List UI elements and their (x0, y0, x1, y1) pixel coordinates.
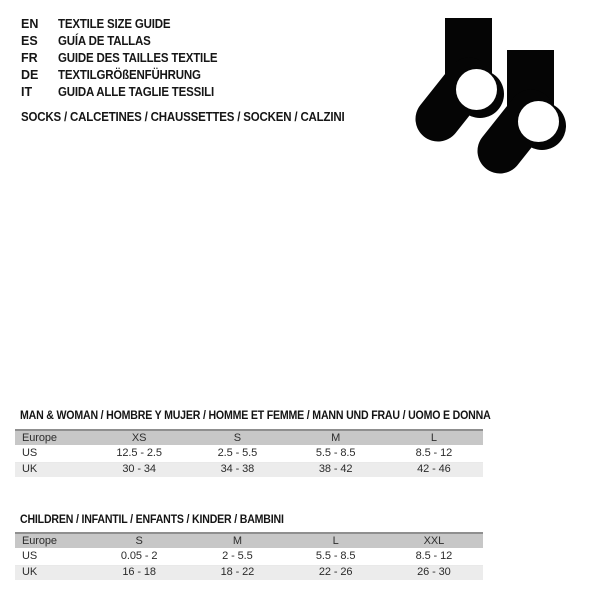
table-title-children (20, 514, 307, 526)
table-row-us (15, 445, 483, 462)
column-header-size: S (233, 431, 241, 444)
column-header-size: L (332, 534, 339, 547)
language-label: GUIDA ALLE TAGLIE TESSILI (58, 84, 214, 99)
region-label: US (22, 446, 38, 459)
language-row-fr (21, 50, 231, 67)
category-title (21, 110, 373, 124)
language-row-es (21, 33, 231, 50)
language-code: IT (21, 84, 33, 99)
table-row-us (15, 548, 483, 565)
table-header-row (15, 430, 483, 445)
table-header-row (15, 533, 483, 548)
size-cell: 0.05 - 2 (120, 549, 158, 562)
language-label: TEXTILE SIZE GUIDE (58, 17, 171, 32)
language-row-de (21, 66, 231, 83)
language-label: TEXTILGRÖßENFÜHRUNG (58, 67, 201, 82)
language-label: GUÍA DE TALLAS (58, 34, 151, 49)
language-code: ES (21, 34, 38, 49)
region-label: UK (22, 463, 38, 476)
size-cell: 8.5 - 12 (415, 446, 453, 459)
table-title-man-woman (20, 410, 531, 422)
language-code: DE (21, 67, 39, 82)
size-cell: 42 - 46 (417, 463, 451, 476)
column-header-size: M (232, 534, 242, 547)
language-label: GUIDE DES TAILLES TEXTILE (58, 50, 218, 65)
language-code: FR (21, 50, 38, 65)
language-list (21, 16, 231, 100)
region-label: US (22, 549, 38, 562)
size-cell: 2.5 - 5.5 (217, 446, 258, 459)
column-header-region: Europe (22, 431, 57, 444)
column-header-size: M (331, 431, 341, 444)
region-label: UK (22, 566, 38, 579)
language-row-en (21, 16, 231, 33)
socks-icon (400, 5, 580, 180)
column-header-size: L (430, 431, 437, 444)
size-cell: 26 - 30 (417, 566, 451, 579)
table-title-text: CHILDREN / INFANTIL / ENFANTS / KINDER / BAMBINI (20, 514, 284, 526)
size-cell: 34 - 38 (220, 463, 255, 476)
size-cell: 38 - 42 (318, 463, 353, 476)
table-row-uk (15, 462, 483, 477)
size-cell: 8.5 - 12 (415, 549, 453, 562)
table-title-text: MAN & WOMAN / HOMBRE Y MUJER / HOMME ET FEMME / MANN UND FRAU / UOMO E DONNA (20, 410, 491, 422)
size-table-children (15, 532, 483, 580)
column-header-region: Europe (22, 534, 57, 547)
language-code: EN (21, 17, 39, 32)
size-cell: 22 - 26 (318, 566, 353, 579)
category-title-text: SOCKS / CALCETINES / CHAUSSETTES / SOCKEN / CALZINI (21, 110, 345, 124)
size-cell: 5.5 - 8.5 (315, 446, 356, 459)
size-table-man-woman (15, 429, 483, 477)
size-cell: 30 - 34 (122, 463, 156, 476)
size-cell: 12.5 - 2.5 (116, 446, 162, 459)
column-header-size: S (135, 534, 143, 547)
size-cell: 2 - 5.5 (222, 549, 253, 562)
size-cell: 18 - 22 (220, 566, 255, 579)
column-header-size: XXL (423, 534, 445, 547)
size-cell: 5.5 - 8.5 (315, 549, 356, 562)
language-row-it (21, 83, 231, 100)
column-header-size: XS (131, 431, 147, 444)
size-cell: 16 - 18 (122, 566, 156, 579)
table-row-uk (15, 565, 483, 580)
